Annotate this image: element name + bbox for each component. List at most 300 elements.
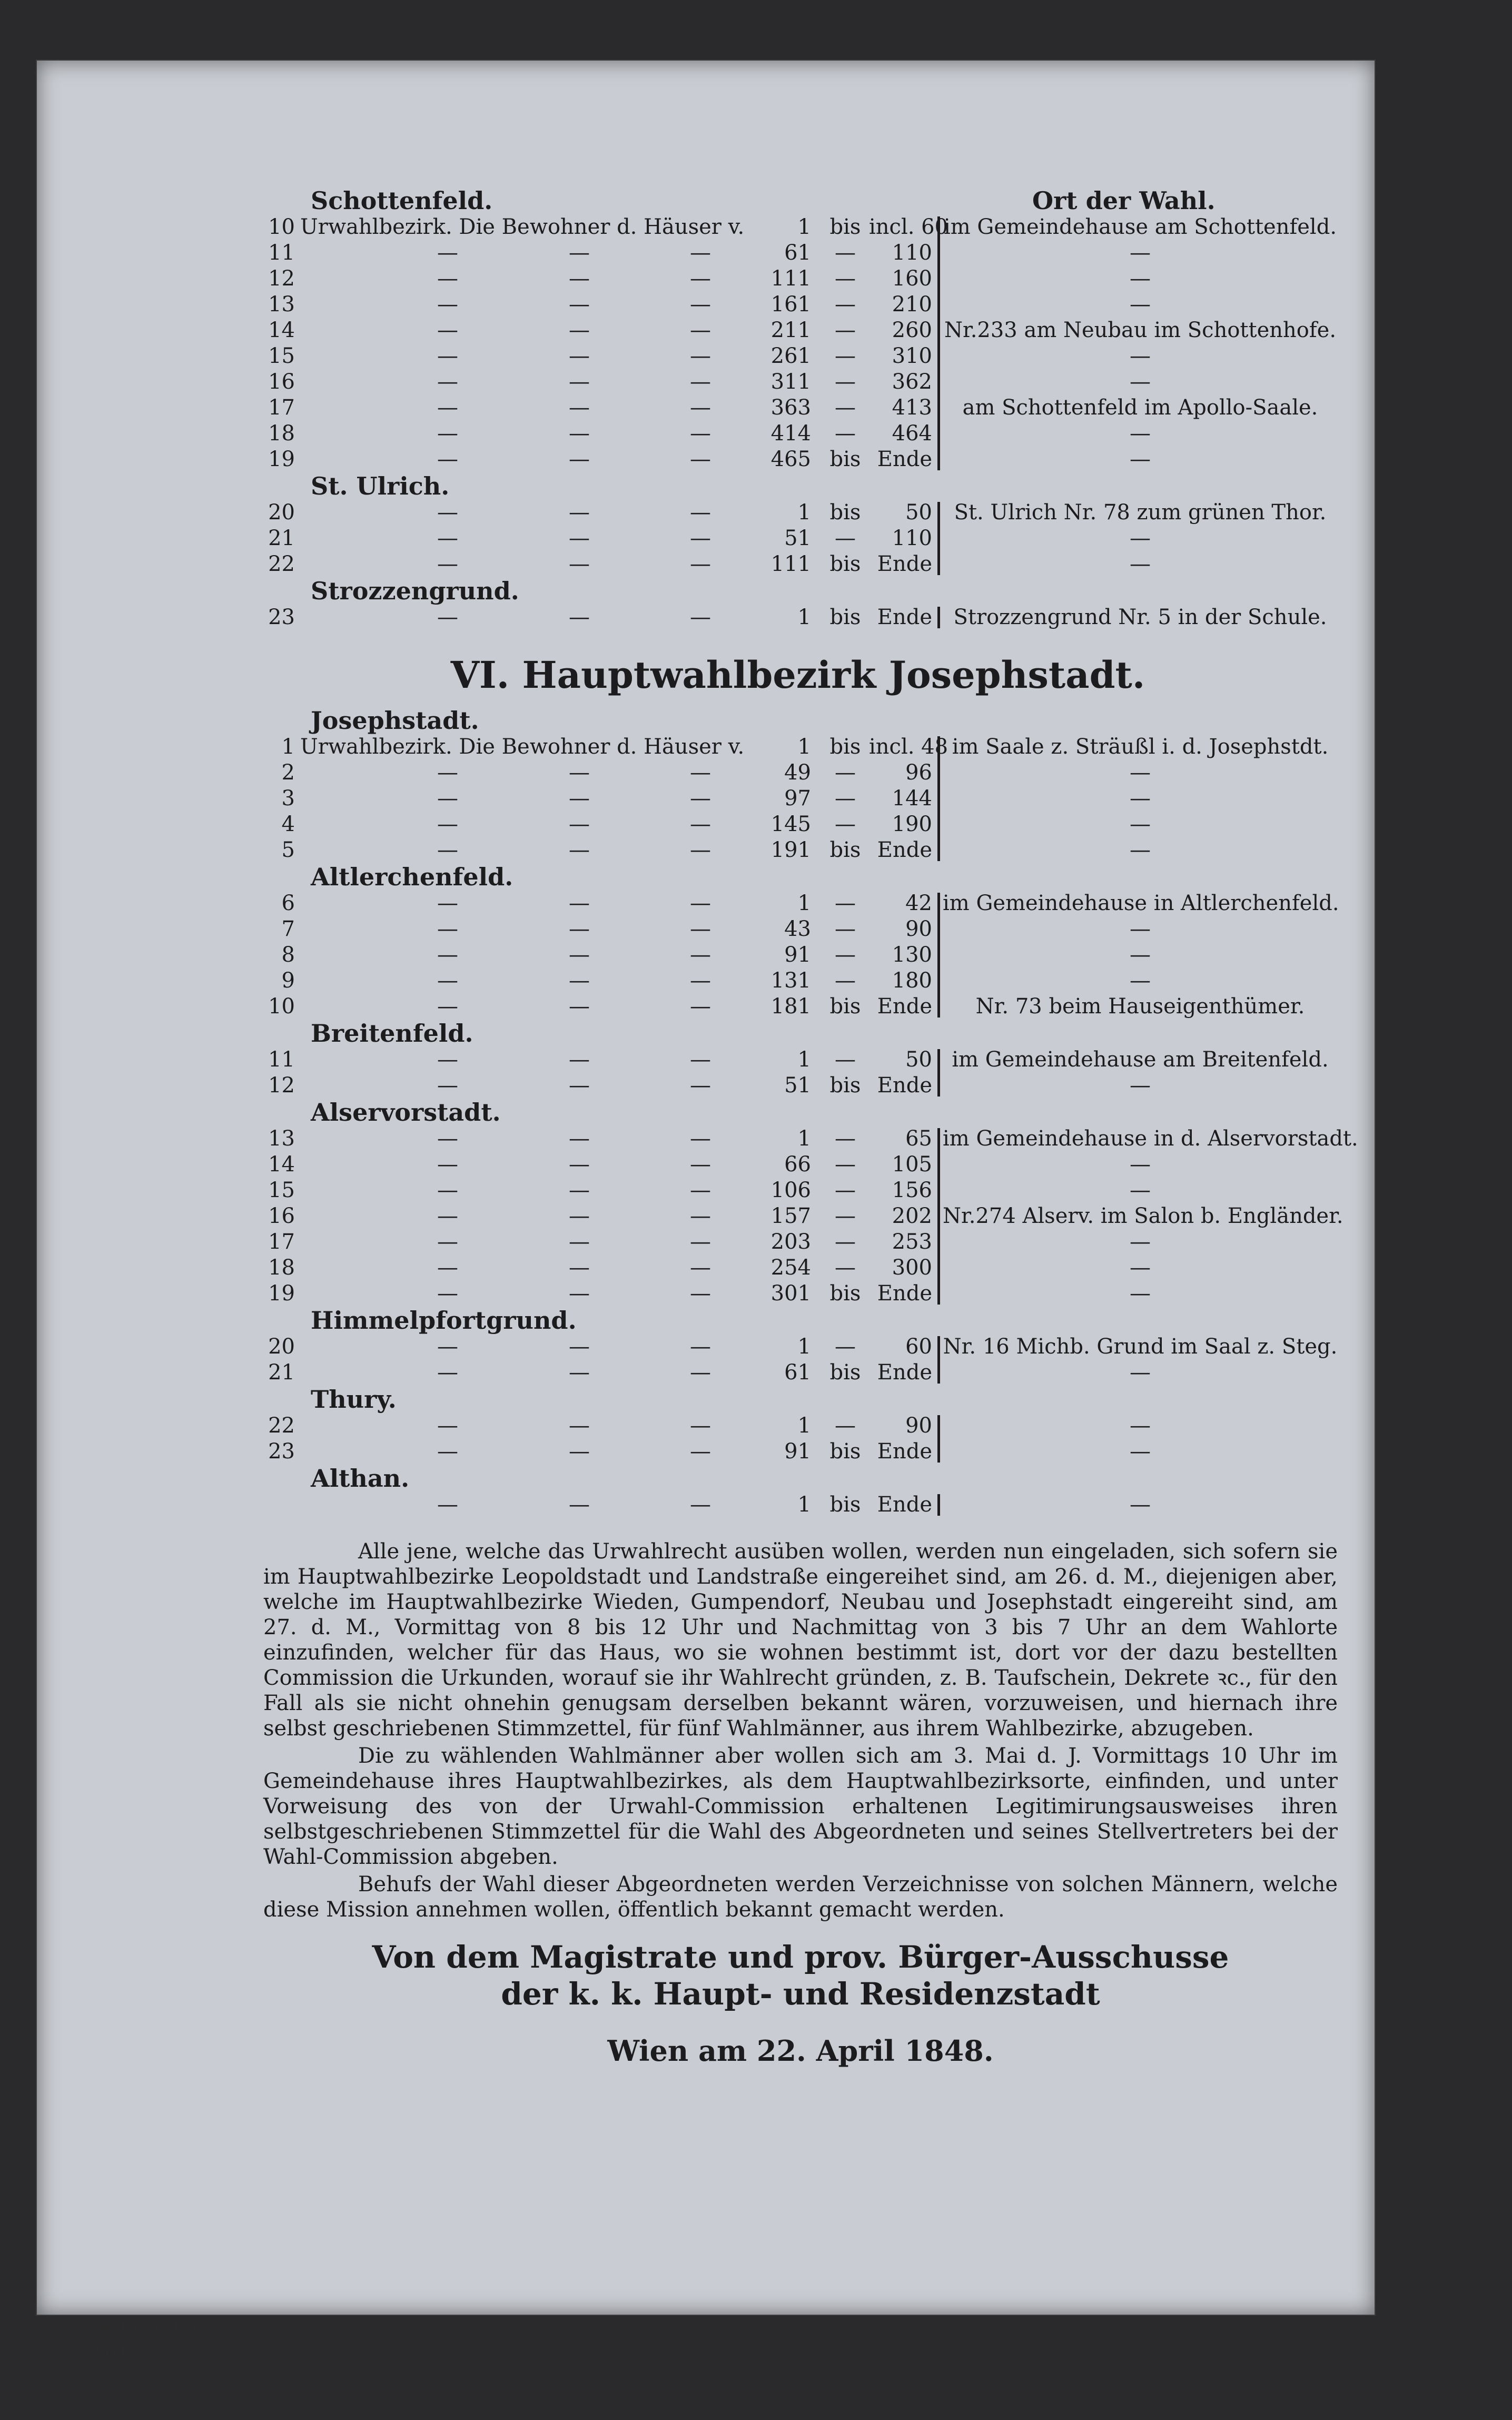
house-from: 49 — [784, 760, 811, 785]
row-number: 14 — [268, 1152, 295, 1177]
ditto-dash: — — [569, 838, 590, 862]
ditto-dash: — — [690, 786, 711, 811]
ditto-dash: — — [569, 943, 590, 967]
house-from: 211 — [770, 318, 811, 342]
district-heading: Strozzengrund. — [311, 577, 519, 605]
ditto-dash: — — [437, 994, 458, 1019]
polling-place: — — [1130, 1360, 1151, 1385]
polling-place: — — [1130, 292, 1151, 317]
house-to: 253 — [892, 1230, 932, 1254]
table-row — [258, 812, 1338, 837]
table-row — [258, 395, 1338, 421]
paragraph: Behufs der Wahl dieser Abgeordneten werden Verzeichnisse von solchen Männern, welche diese Mission annehmen wollen, öffentlich bekannt gemacht werden. — [263, 1872, 1338, 1922]
table-row — [258, 447, 1338, 472]
polling-place: Nr. 73 beim Hauseigenthümer. — [975, 994, 1305, 1019]
polling-place: — — [1130, 1073, 1151, 1098]
row-number: 19 — [268, 1281, 295, 1306]
ditto-dash: — — [569, 526, 590, 550]
table-row — [258, 318, 1338, 343]
ditto-dash: — — [690, 370, 711, 394]
ditto-dash: — — [437, 241, 458, 265]
house-from: 43 — [784, 917, 811, 941]
house-to: 90 — [905, 917, 932, 941]
polling-place: — — [1130, 1152, 1151, 1177]
house-to: 90 — [905, 1414, 932, 1438]
house-from: 181 — [770, 994, 811, 1019]
table-row — [258, 1203, 1343, 1229]
ditto-dash: — — [569, 396, 590, 420]
house-to: 96 — [905, 760, 932, 785]
district-heading: St. Ulrich. — [311, 472, 450, 500]
house-to: 310 — [892, 344, 932, 368]
house-from: 203 — [770, 1230, 811, 1254]
bracket-line — [937, 607, 940, 628]
row-number: 16 — [268, 1204, 295, 1228]
ditto-dash: — — [437, 1230, 458, 1254]
polling-place: — — [1130, 421, 1151, 446]
range-separator: — — [835, 241, 856, 265]
house-to: 464 — [892, 421, 932, 446]
row-number: 9 — [281, 969, 295, 993]
row-number: 20 — [268, 500, 295, 525]
house-to: 362 — [892, 370, 932, 394]
table-row — [258, 551, 1338, 577]
row-number: 15 — [268, 344, 295, 368]
table-row — [258, 1281, 1338, 1307]
row-number: 17 — [268, 1230, 295, 1254]
range-separator: bis — [829, 994, 861, 1019]
row-number: 22 — [268, 1414, 295, 1438]
ditto-dash: — — [690, 760, 711, 785]
row-number: 12 — [268, 1073, 295, 1098]
bracket-line — [937, 1128, 940, 1305]
ditto-dash: — — [437, 1152, 458, 1177]
ditto-dash: — — [690, 500, 711, 525]
ditto-dash: — — [569, 1281, 590, 1306]
district-heading: Schottenfeld. — [311, 186, 493, 215]
row-number: 2 — [281, 760, 295, 785]
house-to: 160 — [892, 266, 932, 291]
table-row — [258, 1360, 1338, 1386]
polling-place: — — [1130, 344, 1151, 368]
row-label: Urwahlbezirk. Die Bewohner d. Häuser v. — [300, 735, 745, 759]
issue-date: Wien am 22. April 1848. — [607, 2034, 994, 2068]
ditto-dash: — — [690, 447, 711, 471]
house-from: 66 — [784, 1152, 811, 1177]
range-separator: — — [835, 943, 856, 967]
range-separator: — — [835, 1335, 856, 1359]
polling-place: — — [1130, 370, 1151, 394]
house-from: 1 — [797, 1414, 811, 1438]
row-number: 10 — [268, 215, 295, 239]
ditto-dash: — — [437, 812, 458, 836]
house-from: 311 — [770, 370, 811, 394]
house-from: 261 — [770, 344, 811, 368]
district-heading: Himmelpfortgrund. — [311, 1306, 577, 1335]
polling-place: — — [1130, 969, 1151, 993]
range-separator: bis — [829, 605, 861, 629]
ditto-dash: — — [569, 786, 590, 811]
range-separator: bis — [829, 1281, 861, 1306]
polling-place: — — [1130, 1281, 1151, 1306]
house-from: 1 — [797, 605, 811, 629]
ditto-dash: — — [437, 943, 458, 967]
table-row — [258, 942, 1338, 968]
ditto-dash: — — [569, 760, 590, 785]
polling-place: am Schottenfeld im Apollo-Saale. — [962, 396, 1318, 420]
range-separator: — — [835, 318, 856, 342]
table-row — [258, 421, 1338, 447]
ditto-dash: — — [437, 1335, 458, 1359]
house-to: Ende — [877, 1281, 932, 1306]
district-heading: Thury. — [311, 1385, 397, 1414]
ditto-dash: — — [437, 370, 458, 394]
ditto-dash: — — [437, 421, 458, 446]
ditto-dash: — — [437, 1204, 458, 1228]
row-number: 15 — [268, 1178, 295, 1202]
table-row — [258, 1178, 1338, 1203]
ditto-dash: — — [569, 1178, 590, 1202]
house-to: Ende — [877, 1439, 932, 1464]
ditto-dash: — — [569, 1048, 590, 1072]
ditto-dash: — — [437, 760, 458, 785]
ditto-dash: — — [569, 1073, 590, 1098]
range-separator: — — [835, 370, 856, 394]
house-from: 465 — [770, 447, 811, 471]
ditto-dash: — — [569, 605, 590, 629]
ditto-dash: — — [437, 1493, 458, 1517]
ditto-dash: — — [437, 1127, 458, 1151]
ditto-dash: — — [437, 1281, 458, 1306]
row-number: 16 — [268, 370, 295, 394]
house-from: 145 — [770, 812, 811, 836]
house-to: Ende — [877, 552, 932, 576]
house-from: 1 — [797, 1493, 811, 1517]
house-to: 110 — [892, 526, 932, 550]
polling-place: Nr.274 Alserv. im Salon b. Engländer. — [943, 1204, 1343, 1228]
ditto-dash: — — [569, 421, 590, 446]
range-separator: bis — [829, 1493, 861, 1517]
bracket-line — [937, 736, 940, 861]
polling-place: — — [1130, 1230, 1151, 1254]
polling-place: — — [1130, 526, 1151, 550]
range-separator: — — [835, 344, 856, 368]
range-separator: — — [835, 396, 856, 420]
range-separator: — — [835, 292, 856, 317]
range-separator: — — [835, 1127, 856, 1151]
range-separator: bis — [829, 500, 861, 525]
row-number: 23 — [268, 1439, 295, 1464]
document-sheet — [37, 61, 1375, 2315]
table-row — [258, 1229, 1338, 1255]
range-separator: — — [835, 1152, 856, 1177]
range-separator: — — [835, 1178, 856, 1202]
house-from: 414 — [770, 421, 811, 446]
polling-place: — — [1130, 786, 1151, 811]
polling-place: — — [1130, 838, 1151, 862]
house-to: 144 — [892, 786, 932, 811]
polling-place: — — [1130, 1178, 1151, 1202]
house-from: 1 — [797, 1127, 811, 1151]
row-number: 18 — [268, 421, 295, 446]
range-separator: — — [835, 891, 856, 915]
house-from: 1 — [797, 215, 811, 239]
house-from: 191 — [770, 838, 811, 862]
ditto-dash: — — [437, 552, 458, 576]
ditto-dash: — — [569, 241, 590, 265]
row-number: 5 — [281, 838, 295, 862]
bracket-line — [937, 1415, 940, 1463]
house-from: 157 — [770, 1204, 811, 1228]
polling-place: — — [1130, 241, 1151, 265]
polling-place: im Gemeindehause am Breitenfeld. — [952, 1048, 1329, 1072]
polling-place: St. Ulrich Nr. 78 zum grünen Thor. — [954, 500, 1327, 525]
district-heading: Josephstadt. — [311, 706, 479, 735]
ditto-dash: — — [690, 1178, 711, 1202]
house-to: 105 — [892, 1152, 932, 1177]
house-to: 156 — [892, 1178, 932, 1202]
ditto-dash: — — [690, 838, 711, 862]
range-separator: — — [835, 760, 856, 785]
ditto-dash: — — [437, 969, 458, 993]
ditto-dash: — — [437, 1178, 458, 1202]
row-number: 18 — [268, 1256, 295, 1280]
ditto-dash: — — [437, 838, 458, 862]
ditto-dash: — — [437, 500, 458, 525]
ditto-dash: — — [569, 1360, 590, 1385]
house-from: 254 — [770, 1256, 811, 1280]
ditto-dash: — — [569, 500, 590, 525]
table-row — [258, 605, 1338, 630]
table-row — [258, 734, 1338, 760]
house-to: Ende — [877, 1493, 932, 1517]
archive-signature-2: Po118 — [95, 2341, 149, 2362]
ditto-dash: — — [690, 605, 711, 629]
ditto-dash: — — [569, 1493, 590, 1517]
house-to: 202 — [892, 1204, 932, 1228]
district-heading: Altlerchenfeld. — [311, 863, 513, 891]
row-number: 17 — [268, 396, 295, 420]
row-number: 23 — [268, 605, 295, 629]
house-to: 110 — [892, 241, 932, 265]
ditto-dash: — — [569, 1127, 590, 1151]
house-from: 363 — [770, 396, 811, 420]
table-row — [258, 1152, 1338, 1178]
table-row — [258, 1255, 1338, 1281]
range-separator: — — [835, 1256, 856, 1280]
ditto-dash: — — [690, 344, 711, 368]
house-to: 60 — [905, 1335, 932, 1359]
polling-place: — — [1130, 1256, 1151, 1280]
row-number: 20 — [268, 1335, 295, 1359]
ditto-dash: — — [437, 292, 458, 317]
range-separator: — — [835, 1204, 856, 1228]
house-from: 1 — [797, 735, 811, 759]
house-to: 210 — [892, 292, 932, 317]
ditto-dash: — — [690, 421, 711, 446]
ditto-dash: — — [437, 917, 458, 941]
ditto-dash: — — [569, 969, 590, 993]
ditto-dash: — — [690, 1256, 711, 1280]
ditto-dash: — — [569, 292, 590, 317]
ditto-dash: — — [437, 891, 458, 915]
house-from: 61 — [784, 1360, 811, 1385]
house-to: incl. 48 — [869, 735, 948, 759]
range-separator: bis — [829, 838, 861, 862]
ditto-dash: — — [437, 526, 458, 550]
ditto-dash: — — [437, 447, 458, 471]
table-row — [258, 916, 1338, 942]
range-separator: — — [835, 526, 856, 550]
range-separator: — — [835, 1230, 856, 1254]
range-separator: bis — [829, 735, 861, 759]
district-heading: Althan. — [311, 1464, 410, 1493]
house-from: 1 — [797, 500, 811, 525]
polling-place: — — [1130, 760, 1151, 785]
ditto-dash: — — [437, 318, 458, 342]
ditto-dash: — — [690, 1439, 711, 1464]
polling-place: im Gemeindehause in Altlerchenfeld. — [943, 891, 1339, 915]
ditto-dash: — — [690, 1073, 711, 1098]
house-to: 300 — [892, 1256, 932, 1280]
row-number: 12 — [268, 266, 295, 291]
table-row — [258, 968, 1338, 994]
ditto-dash: — — [690, 552, 711, 576]
polling-place: Nr.233 am Neubau im Schottenhofe. — [944, 318, 1337, 342]
ditto-dash: — — [690, 917, 711, 941]
polling-place: Strozzengrund Nr. 5 in der Schule. — [953, 605, 1327, 629]
bracket-line — [937, 1494, 940, 1516]
house-to: Ende — [877, 838, 932, 862]
table-row — [258, 343, 1338, 369]
ditto-dash: — — [690, 812, 711, 836]
ditto-dash: — — [569, 318, 590, 342]
row-number: 11 — [268, 241, 295, 265]
house-to: incl. 60 — [869, 215, 948, 239]
house-to: Ende — [877, 605, 932, 629]
house-from: 91 — [784, 943, 811, 967]
house-from: 111 — [770, 266, 811, 291]
table-row — [258, 786, 1338, 812]
ditto-dash: — — [690, 526, 711, 550]
house-to: Ende — [877, 994, 932, 1019]
range-separator: bis — [829, 552, 861, 576]
ditto-dash: — — [569, 1204, 590, 1228]
house-to: Ende — [877, 1073, 932, 1098]
house-from: 1 — [797, 1048, 811, 1072]
bracket-line — [937, 502, 940, 575]
polling-place: — — [1130, 1439, 1151, 1464]
table-row — [258, 1047, 1338, 1073]
district-heading: Alservorstadt. — [311, 1098, 501, 1127]
row-number: 11 — [268, 1048, 295, 1072]
ditto-dash: — — [569, 1439, 590, 1464]
ditto-dash: — — [437, 786, 458, 811]
ditto-dash: — — [569, 1414, 590, 1438]
ditto-dash: — — [569, 266, 590, 291]
range-separator: — — [835, 786, 856, 811]
ditto-dash: — — [569, 812, 590, 836]
announcement-text — [263, 1539, 1338, 1924]
row-label: Urwahlbezirk. Die Bewohner d. Häuser v. — [300, 215, 745, 239]
house-to: Ende — [877, 447, 932, 471]
ditto-dash: — — [569, 447, 590, 471]
house-from: 97 — [784, 786, 811, 811]
range-separator: bis — [829, 1073, 861, 1098]
ditto-dash: — — [437, 344, 458, 368]
polling-place: — — [1130, 917, 1151, 941]
ditto-dash: — — [690, 1127, 711, 1151]
house-to: Ende — [877, 1360, 932, 1385]
house-to: 260 — [892, 318, 932, 342]
table-row — [258, 1492, 1338, 1518]
table-row — [258, 1334, 1338, 1360]
house-from: 51 — [784, 526, 811, 550]
ditto-dash: — — [690, 241, 711, 265]
row-number: 3 — [281, 786, 295, 811]
table-row — [258, 891, 1338, 916]
table-row — [258, 1439, 1338, 1465]
house-from: 131 — [770, 969, 811, 993]
polling-place: — — [1130, 1414, 1151, 1438]
row-number: 14 — [268, 318, 295, 342]
ditto-dash: — — [690, 292, 711, 317]
row-number: 4 — [281, 812, 295, 836]
district-title: VI. Hauptwahlbezirk Josephstadt. — [450, 653, 1145, 697]
table-row — [258, 994, 1338, 1020]
ditto-dash: — — [690, 1414, 711, 1438]
ditto-dash: — — [690, 943, 711, 967]
table-row — [258, 500, 1338, 526]
signature-line-1: Von dem Magistrate und prov. Bürger-Ausschusse — [372, 1939, 1229, 1975]
ditto-dash: — — [437, 1414, 458, 1438]
ditto-dash: — — [690, 1335, 711, 1359]
table-row — [258, 1413, 1338, 1439]
polling-place: im Saale z. Sträußl i. d. Josephstdt. — [952, 735, 1329, 759]
table-row — [258, 214, 1338, 240]
table-row — [258, 240, 1338, 266]
ditto-dash: — — [569, 552, 590, 576]
polling-place: — — [1130, 943, 1151, 967]
house-from: 111 — [770, 552, 811, 576]
range-separator: — — [835, 969, 856, 993]
house-from: 301 — [770, 1281, 811, 1306]
ditto-dash: — — [569, 1335, 590, 1359]
house-to: 190 — [892, 812, 932, 836]
house-from: 1 — [797, 1335, 811, 1359]
ditto-dash: — — [437, 1439, 458, 1464]
range-separator: bis — [829, 215, 861, 239]
ditto-dash: — — [690, 891, 711, 915]
ditto-dash: — — [690, 1360, 711, 1385]
bracket-line — [937, 1049, 940, 1097]
table-row — [258, 760, 1338, 786]
ditto-dash: — — [569, 1256, 590, 1280]
row-number: 10 — [268, 994, 295, 1019]
polling-place: Nr. 16 Michb. Grund im Saal z. Steg. — [943, 1335, 1338, 1359]
table-row — [258, 266, 1338, 292]
table-row — [258, 369, 1338, 395]
range-separator: — — [835, 266, 856, 291]
ditto-dash: — — [690, 1493, 711, 1517]
polling-place: im Gemeindehause am Schottenfeld. — [943, 215, 1337, 239]
house-to: 42 — [905, 891, 932, 915]
table-row — [258, 1073, 1338, 1099]
signature-line-2: der k. k. Haupt- und Residenzstadt — [501, 1976, 1100, 2012]
district-heading: Breitenfeld. — [311, 1019, 473, 1048]
house-from: 161 — [770, 292, 811, 317]
range-separator: bis — [829, 1360, 861, 1385]
